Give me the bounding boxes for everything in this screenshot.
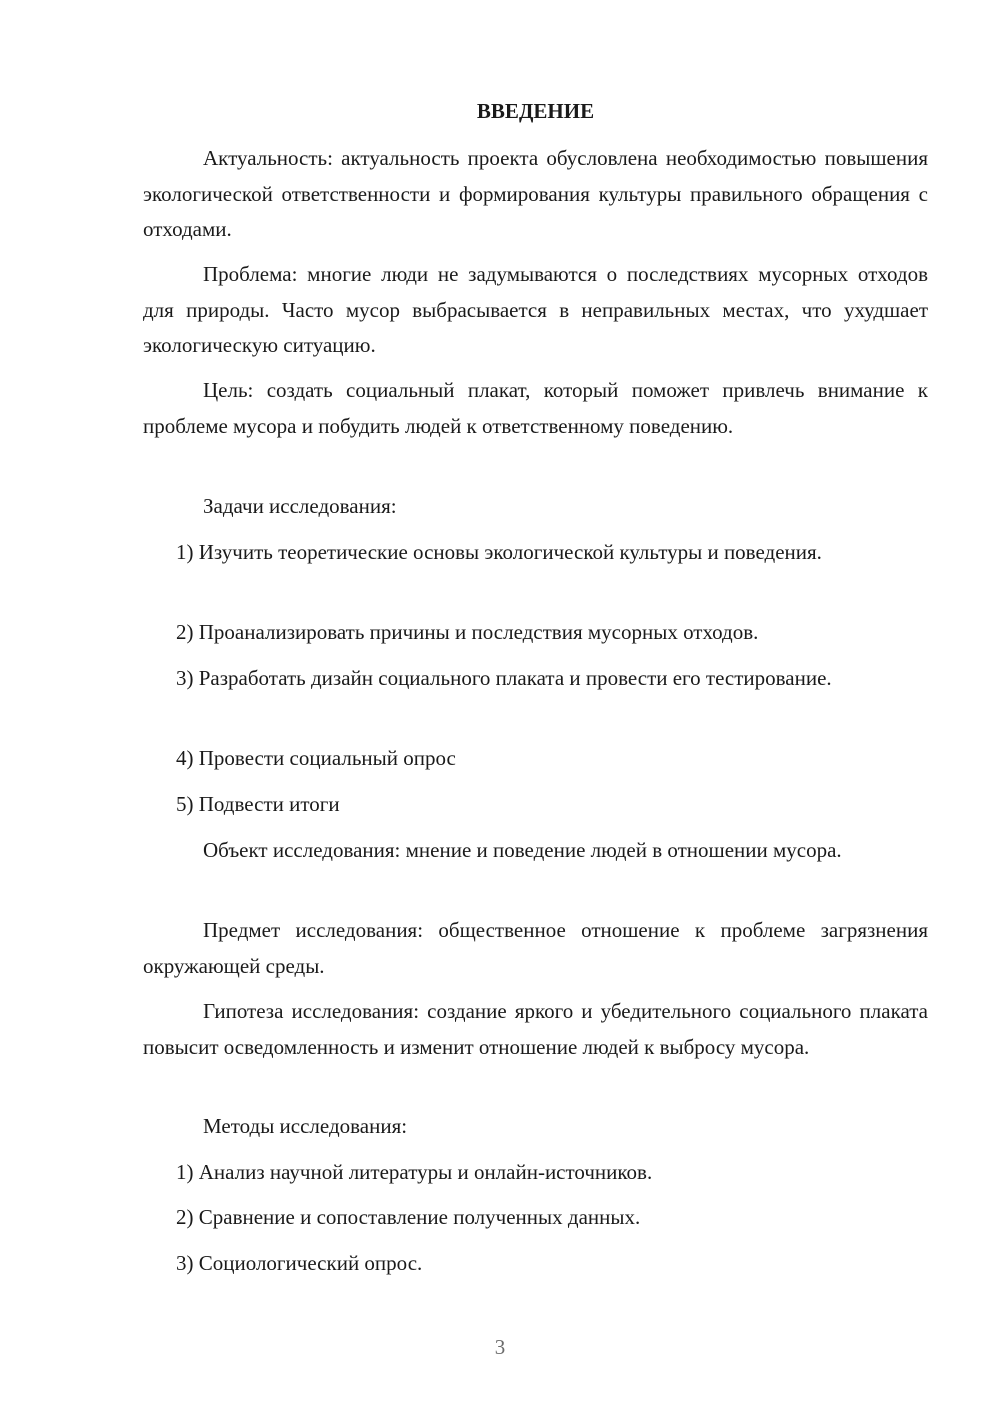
task-item-2: 2) Проанализировать причины и последствия мусорных отходов. — [176, 620, 759, 644]
hypothesis-paragraph: Гипотеза исследования: создание яркого и убедительного социального плаката повысит осведомленность и изменит отношение людей к выбросу мусора. — [143, 999, 928, 1059]
page-title: ВВЕДЕНИЕ — [476, 99, 595, 123]
problem-paragraph: Проблема: многие люди не задумываются о последствиях мусорных отходов для природы. Часто мусор выбрасывается в неправильных местах, что ухудшает экологическую ситуацию. — [143, 262, 928, 357]
relevance-paragraph: Актуальность: актуальность проекта обусловлена необходимостью повышения экологической ответственности и формирования культуры правильного обращения с отходами. — [143, 146, 928, 241]
object-paragraph: Объект исследования: мнение и поведение людей в отношении мусора. — [203, 838, 842, 862]
task-item-5: 5) Подвести итоги — [176, 792, 340, 816]
method-item-3: 3) Социологический опрос. — [176, 1251, 423, 1275]
task-item-1: 1) Изучить теоретические основы экологической культуры и поведения. — [176, 540, 822, 564]
subject-paragraph: Предмет исследования: общественное отношение к проблеме загрязнения окружающей среды. — [143, 918, 928, 978]
method-item-2: 2) Сравнение и сопоставление полученных данных. — [176, 1205, 641, 1229]
tasks-heading: Задачи исследования: — [203, 494, 397, 518]
task-item-4: 4) Провести социальный опрос — [176, 746, 456, 770]
document-page — [143, 0, 928, 1414]
methods-heading: Методы исследования: — [203, 1114, 408, 1138]
method-item-1: 1) Анализ научной литературы и онлайн-источников. — [176, 1160, 653, 1184]
goal-paragraph: Цель: создать социальный плакат, который поможет привлечь внимание к проблеме мусора и побудить людей к ответственному поведению. — [143, 378, 928, 438]
task-item-3: 3) Разработать дизайн социального плаката и провести его тестирование. — [176, 666, 832, 690]
page-number: 3 — [494, 1335, 506, 1359]
